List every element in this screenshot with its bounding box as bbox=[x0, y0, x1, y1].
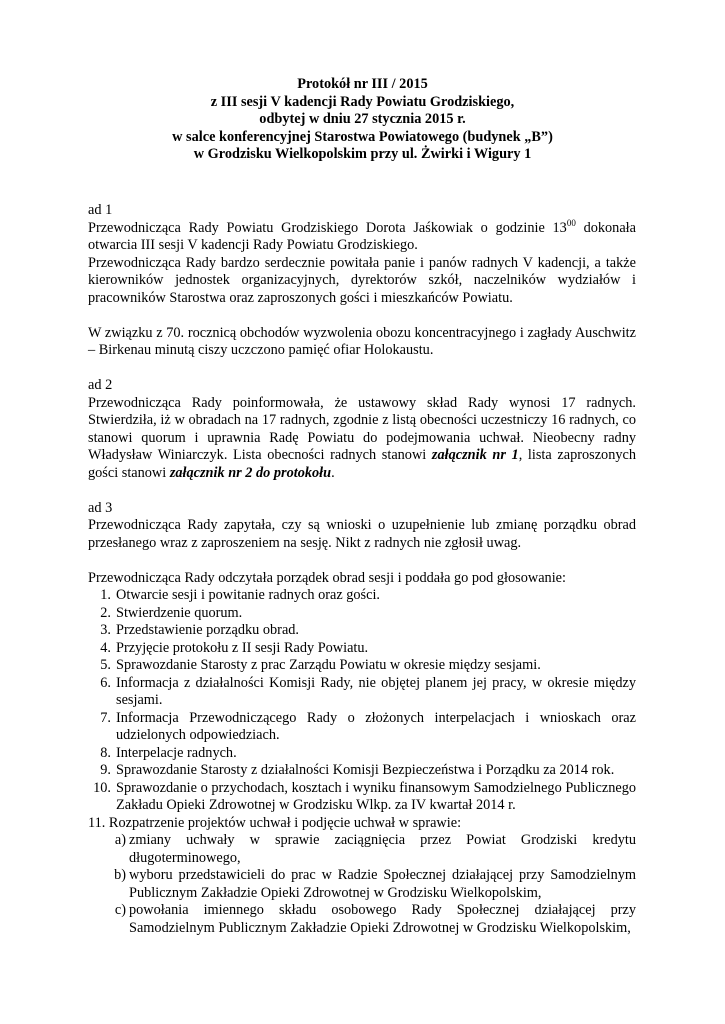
header-session: z III sesji V kadencji Rady Powiatu Grodziskiego, bbox=[210, 93, 515, 110]
agenda-item: 4. Przyjęcie protokołu z II sesji Rady Powiatu. bbox=[100, 639, 369, 656]
ad1-paragraph-opening bbox=[88, 217, 636, 255]
protocol-body bbox=[88, 202, 636, 937]
agenda-item: 3. Przedstawienie porządku obrad. bbox=[100, 622, 300, 638]
attachment-1-reference: załącznik nr 1 bbox=[431, 447, 519, 463]
resolution-sublist bbox=[88, 832, 636, 937]
header-venue: w salce konferencyjnej Starostwa Powiatowego (budynek „B”) bbox=[172, 128, 553, 145]
resolution-subitem: b) wyboru przedstawicieli do prac w Radzie Społecznej działającej przy Samodzielnym Publicznym Zakładzie Opieki Zdrowotnej w Grodzisku Wielkopolskim, bbox=[114, 867, 636, 901]
ad2-text: Przewodnicząca Rady poinformowała, że ustawowy skład Rady wynosi 17 radnych. Stwierdziła, iż w obradach na 17 radnych, zgodnie z listą obecności uczestniczy 16 radnych, co stanowi quorum i uprawnia Radę Powiatu do podejmowania uchwał. Nieobecny radny Władysław Winiarczyk. Lista obecności radnych stanowi bbox=[88, 394, 636, 463]
resolution-subitem: a) zmiany uchwały w sprawie zaciągnięcia przez Powiat Grodziski kredytu długoterminowego, bbox=[114, 832, 636, 866]
section-label-ad1: ad 1 bbox=[88, 202, 113, 218]
agenda-item: 7. Informacja Przewodniczącego Rady o złożonych interpelacjach i wnioskach oraz udzielonych odpowiedziach. bbox=[100, 709, 636, 743]
resolution-subitem: c) powołania imiennego składu osobowego Rady Społecznej działającej przy Samodzielnym Publicznym Zakładzie Opieki Zdrowotnej w Grodzisku Wielkopolskim, bbox=[114, 902, 636, 936]
ad3-paragraph-question: Przewodnicząca Rady zapytała, czy są wnioski o uzupełnienie lub zmianę porządku obrad przesłanego wraz z zaproszeniem na sesję. Nikt z radnych nie zgłosił uwag. bbox=[88, 517, 636, 551]
agenda-item: 6. Informacja z działalności Komisji Rady, nie objętej planem jej pracy, w okresie między sesjami. bbox=[100, 674, 636, 708]
ad1-opening-text-end: dokonała otwarcia III sesji V kadencji Rady Powiatu Grodziskiego. bbox=[88, 219, 636, 253]
time-minutes-superscript: 00 bbox=[566, 217, 576, 228]
agenda-item: 9. Sprawozdanie Starosty z działalności Komisji Bezpieczeństwa i Porządku za 2014 rok. bbox=[100, 762, 615, 778]
agenda-item: 10. Sprawozdanie o przychodach, kosztach i wyniku finansowym Samodzielnego Publicznego Zakładu Opieki Zdrowotnej w Grodzisku Wlkp. za IV kwartał 2014 r. bbox=[93, 779, 636, 813]
agenda-item: 1. Otwarcie sesji i powitanie radnych oraz gości. bbox=[100, 587, 381, 603]
attachment-2-reference: załącznik nr 2 do protokołu bbox=[169, 464, 332, 481]
agenda-item-resolutions: 11. Rozpatrzenie projektów uchwał i podjęcie uchwał w sprawie: bbox=[88, 814, 462, 831]
protocol-header bbox=[0, 76, 725, 164]
ad1-paragraph-welcome: Przewodnicząca Rady bardzo serdecznie powitała panie i panów radnych V kadencji, a także kierowników jednostek organizacyjnych, dyrektorów szkół, naczelników wydziałów i pracowników Starostwa oraz zaproszonych gości i mieszkańców Powiatu. bbox=[88, 254, 636, 306]
agenda-item: 2. Stwierdzenie quorum. bbox=[100, 604, 243, 621]
agenda-item: 8. Interpelacje radnych. bbox=[100, 744, 237, 761]
header-address: w Grodzisku Wielkopolskim przy ul. Żwirki i Wigury 1 bbox=[193, 146, 532, 162]
ad2-paragraph bbox=[88, 395, 636, 483]
header-date: odbytej w dniu 27 stycznia 2015 r. bbox=[259, 111, 466, 127]
agenda-item: 5. Sprawozdanie Starosty z prac Zarządu Powiatu w okresie między sesjami. bbox=[100, 657, 541, 673]
ad3-paragraph-agenda-intro: Przewodnicząca Rady odczytała porządek obrad sesji i poddała go pod głosowanie: bbox=[88, 569, 566, 586]
agenda-list bbox=[88, 587, 636, 832]
ad1-opening-text: Przewodnicząca Rady Powiatu Grodziskiego Dorota Jaśkowiak o godzinie 13 bbox=[88, 219, 567, 236]
section-label-ad3: ad 3 bbox=[88, 499, 113, 516]
ad2-text-end: . bbox=[331, 464, 335, 481]
ad2-text-middle: , lista zaproszonych gości stanowi bbox=[88, 447, 636, 481]
ad1-paragraph-remembrance: W związku z 70. rocznicą obchodów wyzwolenia obozu koncentracyjnego i zagłady Auschwitz – Birkenau minutą ciszy uczczono pamięć ofiar Holokaustu. bbox=[88, 324, 636, 358]
section-label-ad2: ad 2 bbox=[88, 377, 113, 393]
header-title: Protokół nr III / 2015 bbox=[297, 76, 428, 92]
